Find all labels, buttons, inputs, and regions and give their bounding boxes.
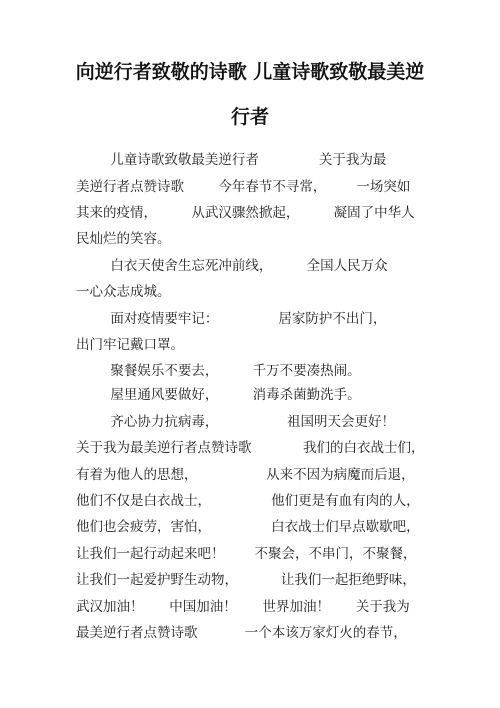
body-line: 有着为他人的思想， 从来不因为病魔而后退， bbox=[76, 467, 415, 483]
body-line: 民灿烂的笑容。 bbox=[76, 231, 171, 247]
document-title-line-2: 行者 bbox=[230, 106, 269, 128]
body-line: 屋里通风要做好， 消毒杀菌勤洗手。 bbox=[76, 387, 361, 403]
body-line: 出门牢记戴口罩。 bbox=[76, 337, 184, 353]
body-line: 他们也会疲劳，害怕， 白衣战士们早点歇歇吧， bbox=[76, 519, 420, 535]
body-line: 聚餐娱乐不要去， 千万不要凑热闹。 bbox=[76, 363, 361, 379]
body-line: 他们不仅是白衣战士， 他们更是有血有肉的人， bbox=[76, 493, 420, 509]
body-line: 关于我为最美逆行者点赞诗歌 我们的白衣战士们， bbox=[76, 440, 425, 456]
body-line: 齐心协力抗病毒， 祖国明天会更好！ bbox=[76, 414, 395, 430]
body-line: 武汉加油！ 中国加油！ 世界加油！ 关于我为 bbox=[76, 599, 410, 615]
body-line: 白衣天使舍生忘死冲前线， 全国人民万众 bbox=[76, 258, 388, 274]
body-line: 让我们一起行动起来吧！ 不聚会，不串门，不聚餐， bbox=[76, 546, 417, 562]
body-line: 其来的疫情， 从武汉骤然掀起， 凝固了中华人 bbox=[76, 205, 415, 221]
body-line: 让我们一起爱护野生动物， 让我们一起拒绝野味， bbox=[76, 572, 416, 588]
body-line: 面对疫情要牢记： 居家防护不出门， bbox=[76, 311, 387, 327]
body-line: 美逆行者点赞诗歌 今年春节不寻常， 一场突如 bbox=[76, 179, 411, 195]
body-line: 儿童诗歌致敬最美逆行者 关于我为最 bbox=[76, 152, 387, 168]
document-title-line-1: 向逆行者致敬的诗歌 儿童诗歌致敬最美逆 bbox=[75, 61, 425, 83]
body-line: 最美逆行者点赞诗歌 一个本该万家灯火的春节， bbox=[76, 625, 407, 641]
body-line: 一心众志成城。 bbox=[76, 284, 171, 300]
